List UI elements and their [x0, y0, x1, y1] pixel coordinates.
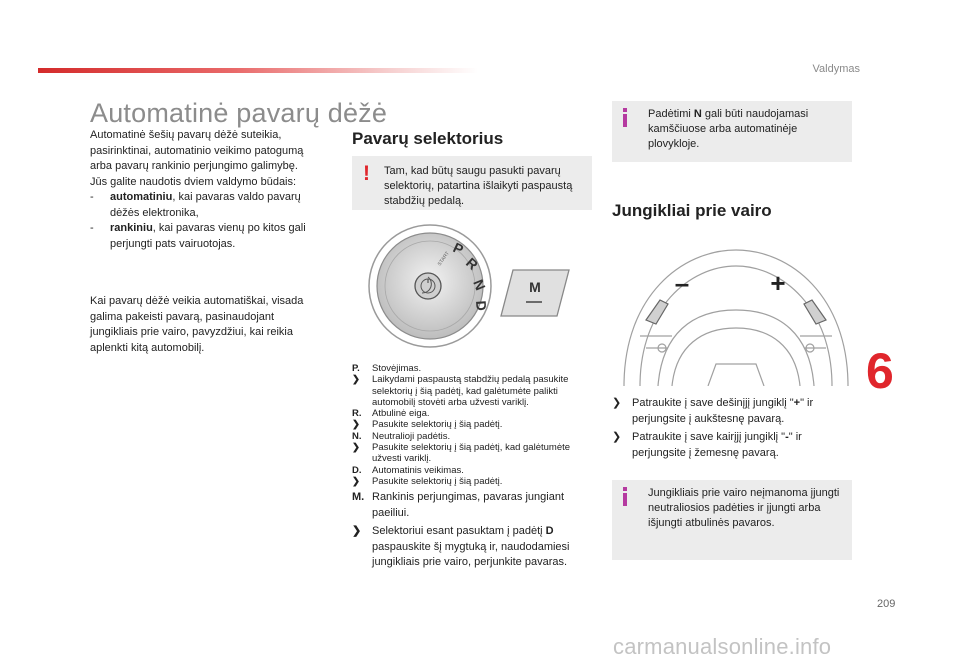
info-icon: [621, 108, 629, 127]
page-number: 209: [877, 598, 896, 610]
mode-desc: , kai pavaras vienų po kitos gali perjungti pats vairuotojas.: [110, 222, 306, 250]
list-item: ❯ Patraukite į save dešinįjį jungiklį "+" ir perjungsite į aukštesnę pavarą.: [612, 397, 814, 425]
legend-text: Laikydami paspaustą stabdžių pedalą pasukite selektorių į šią padėtį, kad galėtumėte palikti automobilį stovėti arba užvesti variklį.: [372, 374, 569, 408]
legend-key: P.: [352, 363, 360, 374]
modes-list: [90, 190, 322, 252]
left-paddle-icon: [646, 300, 668, 324]
list-item: [90, 190, 322, 221]
legend-key: D.: [352, 464, 362, 476]
warning-icon: !: [363, 162, 370, 185]
legend-text: Stovėjimas.: [372, 363, 422, 374]
auto-paragraph: Kai pavarų dėžė veikia automatiškai, visada galima pakeisti pavarą, pasinaudojant jungikliais prie vairo, pavyzdžiui, kai reikia aplenkti kitą automobilį.: [90, 295, 304, 354]
list-dash: -: [90, 191, 94, 203]
arrow-bullet-icon: ❯: [352, 442, 360, 454]
plus-label: +: [770, 268, 786, 298]
right-paddle-icon: [804, 300, 826, 324]
gear-legend: [352, 363, 602, 571]
legend-row: [352, 363, 602, 374]
intro-block: [90, 128, 322, 252]
arrow-bullet-icon: ❯: [352, 419, 360, 431]
watermark-text: carmanualsonline.info: [613, 634, 832, 659]
m-step-text: Selektoriui esant pasuktam į padėtį D paspauskite šį mygtuką ir, naudodamiesi jungikliais prie vairo, perjunkite pavaras.: [372, 525, 570, 569]
legend-text: Pasukite selektorių į šią padėtį, kad galėtumėte užvesti variklį.: [372, 442, 571, 465]
legend-row: [352, 374, 602, 408]
arrow-bullet-icon: ❯: [612, 397, 622, 409]
page-title: Automatinė pavarų dėžė: [90, 98, 388, 128]
mode-term: automatiniu: [110, 191, 173, 203]
knob-start-label: START: [436, 250, 451, 268]
modes-intro: Jūs galite naudotis dviem valdymo būdais:: [90, 175, 297, 188]
legend-text: Pasukite selektorių į šią padėtį.: [372, 475, 503, 487]
legend-text: Atbulinė eiga.: [372, 408, 430, 420]
legend-key: N.: [352, 430, 362, 442]
list-item: [90, 221, 322, 252]
legend-text: Rankinis perjungimas, pavaras jungiant paeiliui.: [372, 491, 564, 519]
chapter-number: 6: [866, 343, 894, 399]
intro-text: Automatinė šešių pavarų dėžė suteikia, pasirinktinai, automatinio veikimo patogumą arba pavarų rankinio perjungimo galimybę.: [90, 129, 304, 172]
m-button-label: M: [529, 279, 541, 295]
section-title: Valdymas: [812, 63, 860, 75]
list-item: ❯ Patraukite į save kairįjį jungiklį "-" ir perjungsite į žemesnę pavarą.: [612, 431, 802, 459]
selector-heading: Pavarų selektorius: [352, 129, 504, 148]
legend-row: [352, 490, 602, 521]
knob-letter-p: P: [450, 239, 466, 258]
arrow-bullet-icon: ❯: [612, 431, 622, 443]
knob-letter-r: R: [462, 254, 482, 274]
gear-selector-illustration: [356, 222, 596, 360]
m-button: [501, 270, 569, 316]
legend-text: Pasukite selektorių į šią padėtį.: [372, 419, 503, 431]
legend-row: [352, 465, 602, 476]
minus-label: –: [674, 268, 690, 298]
warning-box: [352, 156, 592, 210]
header-accent-bar: [38, 68, 478, 73]
legend-key: M.: [352, 491, 365, 504]
list-dash: -: [90, 222, 94, 234]
paddles-heading: Jungikliai prie vairo: [612, 201, 772, 220]
steering-wheel-illustration: [612, 236, 852, 386]
legend-row: [352, 476, 602, 487]
legend-row: [352, 524, 602, 571]
legend-row: [352, 408, 602, 419]
info-box-paddles: [612, 480, 852, 560]
warning-text: Tam, kad būtų saugu pasukti pavarų selektorių, patartina išlaikyti paspaustą stabdžių pedalą.: [384, 165, 573, 207]
info-text: Padėtimi N gali būti naudojamasi kamščiuose arba automatinėje plovykloje.: [648, 108, 809, 150]
paddle-steps: [612, 396, 852, 464]
legend-text: Neutralioji padėtis.: [372, 430, 451, 442]
legend-row: [352, 442, 602, 465]
arrow-bullet-icon: ❯: [352, 374, 360, 386]
legend-text: Automatinis veikimas.: [372, 464, 464, 476]
info-icon: [621, 487, 629, 506]
arrow-bullet-icon: ❯: [352, 525, 362, 538]
mode-term: rankiniu: [110, 222, 153, 234]
legend-row: [352, 431, 602, 442]
knob-letter-n: N: [470, 277, 489, 293]
knob-letter-d: D: [473, 300, 490, 312]
legend-key: R.: [352, 408, 362, 420]
info-box-neutral: [612, 101, 852, 162]
info-text: Jungikliais prie vairo neįmanoma įjungti neutraliosios padėties ir įjungti arba išjungti atbulinės pavaros.: [648, 487, 840, 529]
mode-desc: , kai pavaras valdo pavarų dėžės elektronika,: [110, 191, 301, 219]
arrow-bullet-icon: ❯: [352, 475, 360, 487]
legend-row: [352, 419, 602, 430]
